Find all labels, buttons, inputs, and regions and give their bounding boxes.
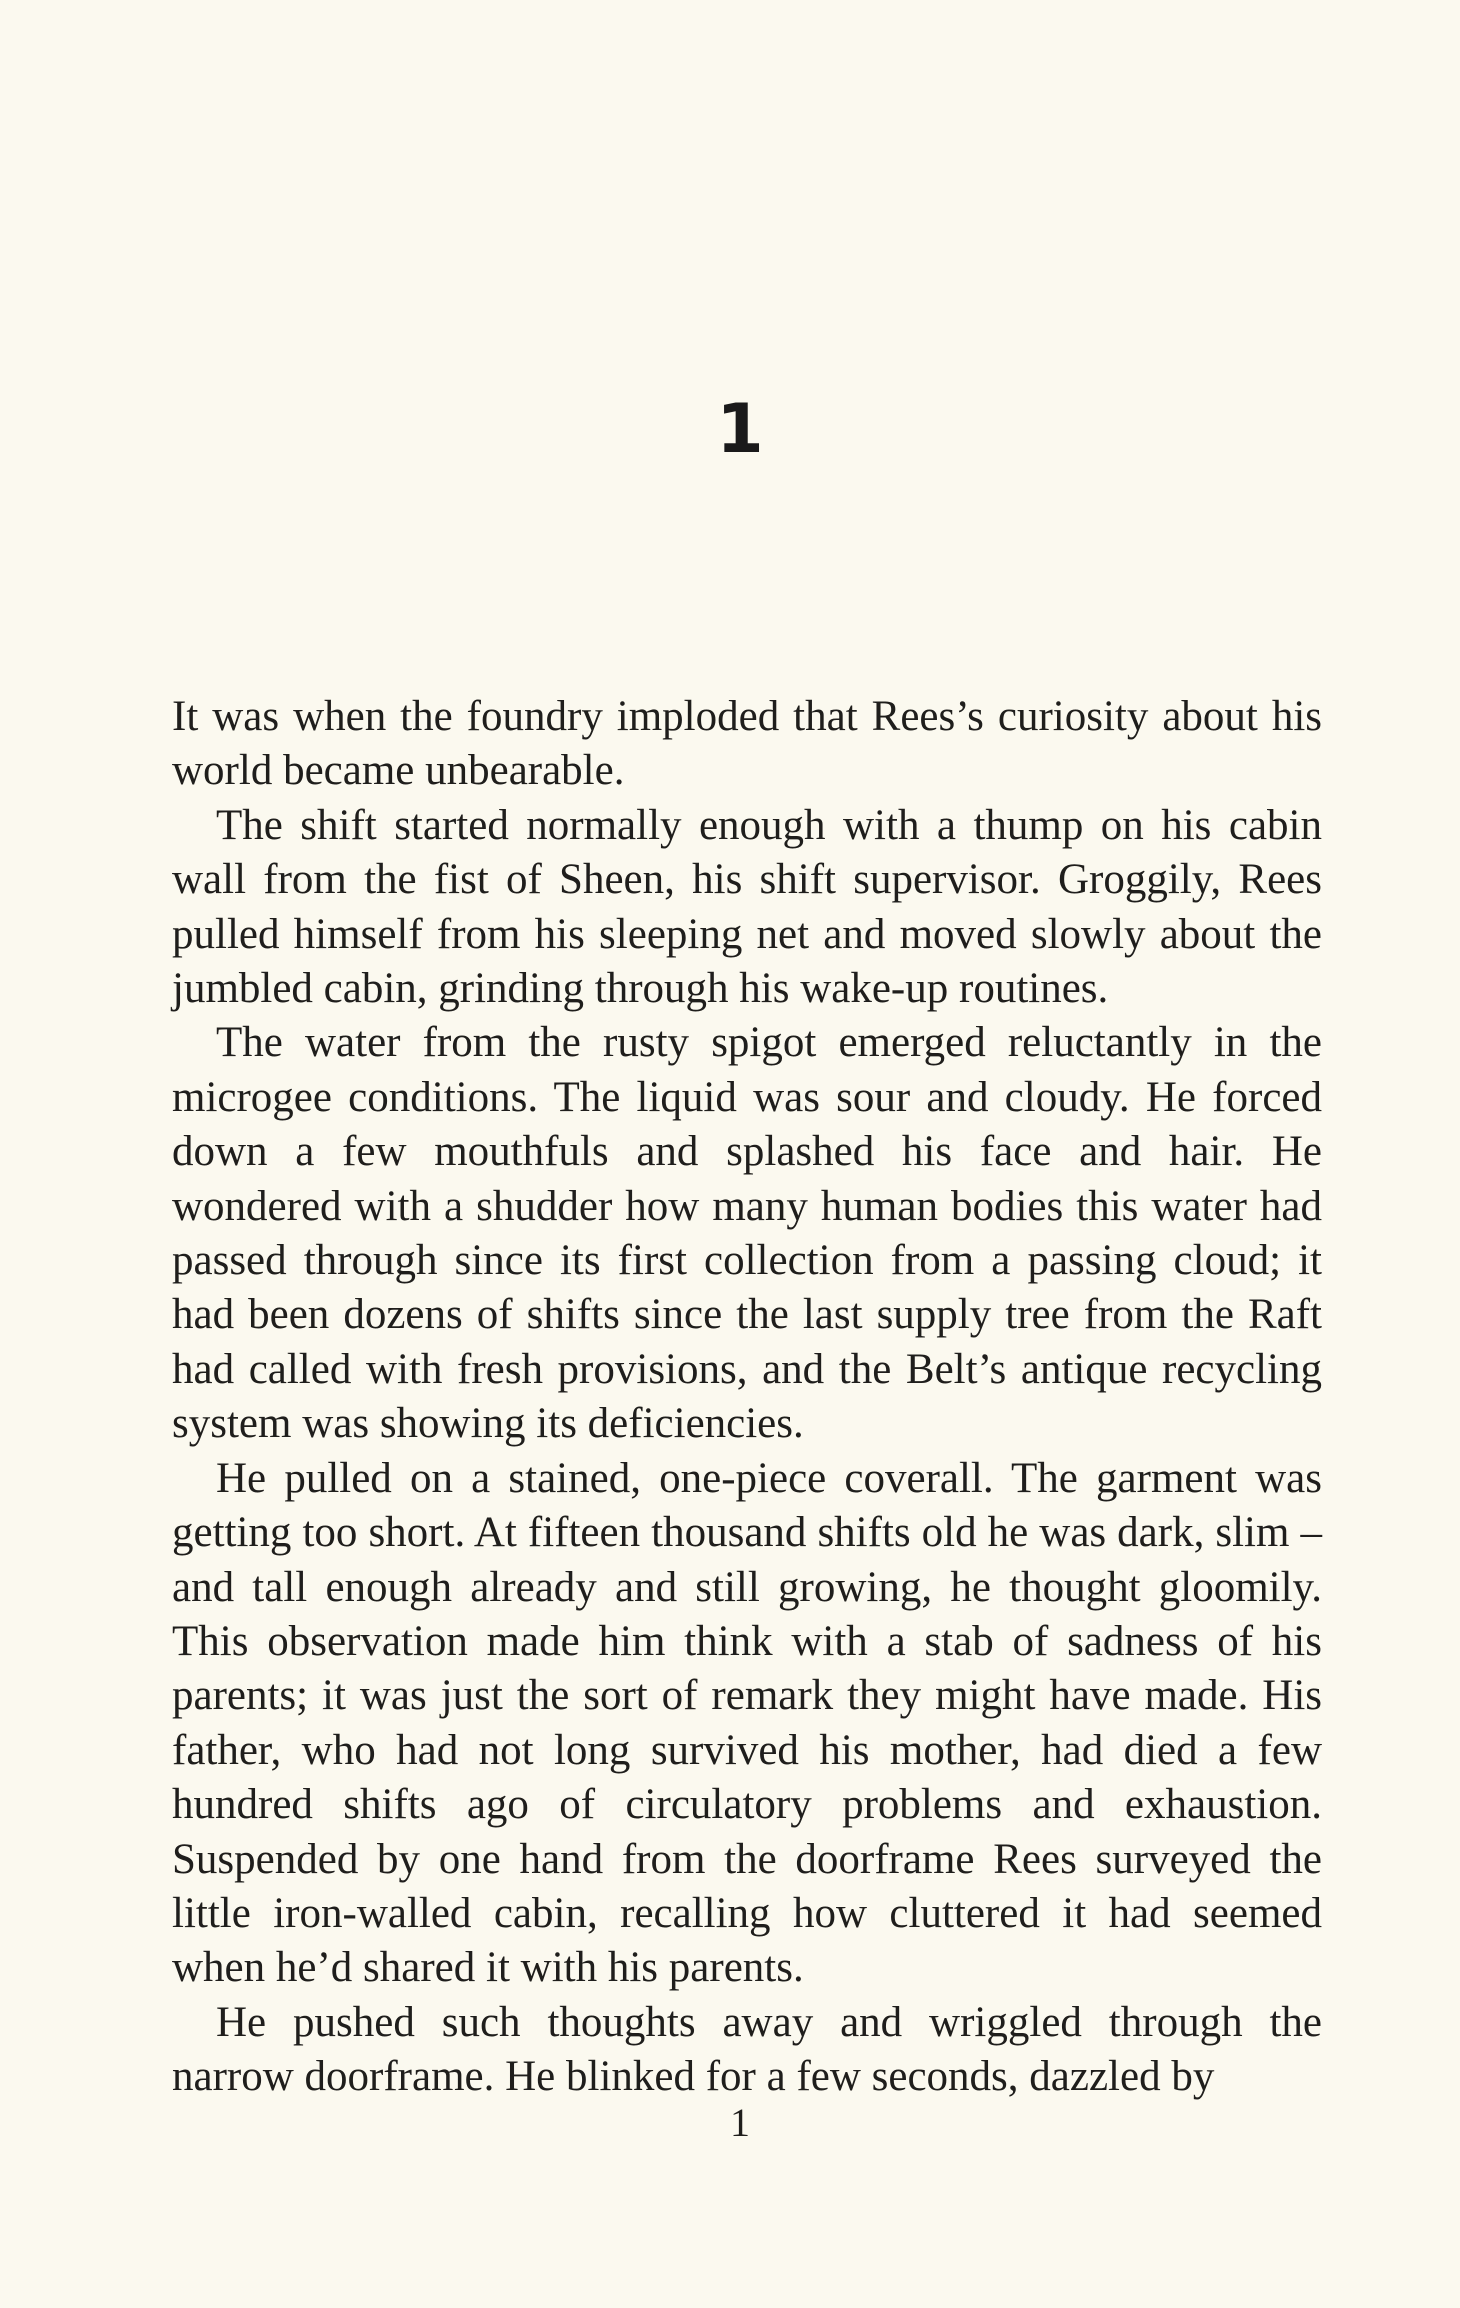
paragraph-4: He pulled on a stained, one-piece coverall. The garment was getting too short. At fifteen thousand shifts old he was dark, slim – and tall enough already and still growing, he thought gloomily. This observation made him think with a stab of sadness of his parents; it was just the sort of remark they might have made. His father, who had not long survived his mother, had died a few hundred shifts ago of circulatory problems and exhaustion. Suspended by one hand from the doorframe Rees surveyed the little iron-walled cabin, recalling how cluttered it had seemed when he’d shared it with his parents. xyxy=(172,1454,1322,1992)
page-number: 1 xyxy=(730,2100,750,2145)
paragraph-3: The water from the rusty spigot emerged reluctantly in the microgee conditions. The liquid was sour and cloudy. He forced down a few mouthfuls and splashed his face and hair. He wondered with a shudder how many human bodies this water had passed through since its first collection from a passing cloud; it had been dozens of shifts since the last supply tree from the Raft had called with fresh provisions, and the Belt’s antique recycling system was showing its deficiencies. xyxy=(172,1019,1322,1448)
chapter-number: 1 xyxy=(716,390,764,469)
paragraph-2: The shift started normally enough with a thump on his cabin wall from the fist of Sheen, his shift supervisor. Groggily, Rees pulled himself from his sleeping net and moved slowly about the jumbled cabin, grinding through his wake-up routines. xyxy=(172,801,1322,1013)
paragraph-5: He pushed such thoughts away and wriggled through the narrow doorframe. He blinked for a few seconds, dazzled by xyxy=(172,1998,1322,2101)
paragraph-1: It was when the foundry imploded that Rees’s curiosity about his world became unbearable. xyxy=(172,693,1322,795)
chapter-body-text xyxy=(172,690,1322,2105)
